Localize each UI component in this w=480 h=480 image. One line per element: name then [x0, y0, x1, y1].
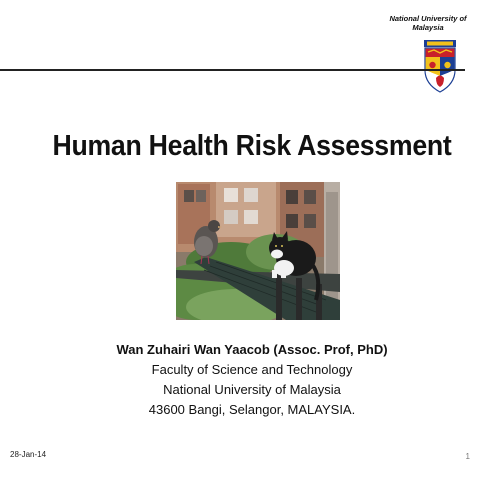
author-faculty: Faculty of Science and Technology — [151, 362, 353, 377]
institution-name-line1: National University of — [389, 14, 467, 23]
author-name: Wan Zuhairi Wan Yaacob (Assoc. Prof, PhD) — [116, 342, 388, 357]
slide-title: Human Health Risk Assessment — [52, 130, 452, 162]
institution-name — [388, 14, 468, 33]
author-block — [0, 340, 480, 420]
university-crest-icon — [422, 40, 458, 94]
slide-date: 28-Jan-14 — [10, 450, 47, 459]
cat-and-pigeon-photo — [176, 182, 340, 320]
institution-name-line2: Malaysia — [412, 23, 444, 33]
header-rule — [0, 69, 465, 71]
author-address: 43600 Bangi, Selangor, MALAYSIA. — [148, 402, 356, 417]
page-number: 1 — [465, 452, 470, 461]
author-university: National University of Malaysia — [163, 382, 341, 397]
